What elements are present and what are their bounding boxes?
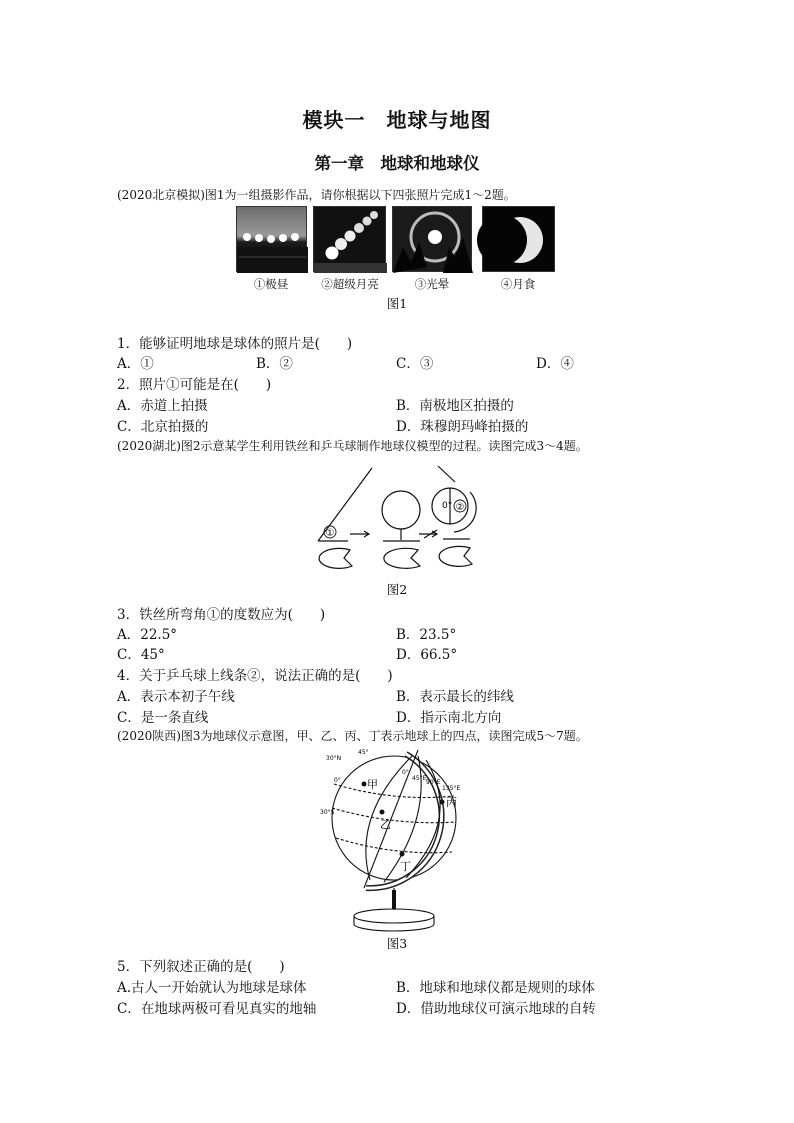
lon-label-45e: 45°E [412, 775, 427, 782]
question-2-stem: 2．照片①可能是在( ) [117, 377, 272, 393]
q5-option-c: C．在地球两极可看见真实的地轴 [117, 1001, 317, 1017]
q3-option-a: A．22.5° [117, 627, 178, 643]
q2-option-a: A．赤道上拍摄 [117, 398, 208, 414]
lat-label-equator: 0° [334, 777, 341, 784]
lat-label-30s: 30°S [320, 809, 335, 816]
module-title: 模块一 地球与地图 [302, 108, 492, 132]
photo-super-moon [313, 206, 386, 272]
q4-option-d: D．指示南北方向 [396, 710, 502, 726]
q1-option-b: B．② [256, 356, 293, 372]
photo-lunar-eclipse [482, 206, 555, 272]
q1-option-d: D．④ [536, 356, 574, 372]
figure2-caption: 图2 [386, 582, 408, 597]
q3-option-b: B．23.5° [396, 627, 457, 643]
point-yi: 乙 [380, 818, 391, 831]
point-ding: 丁 [400, 860, 411, 873]
q1-option-c: C．③ [396, 356, 434, 372]
q1-option-a: A．① [117, 356, 154, 372]
q3-option-c: C．45° [117, 647, 165, 663]
photo-label-3: ③光晕 [414, 277, 450, 291]
photo-polar-day [236, 206, 307, 272]
figure1-caption: 图1 [386, 296, 408, 311]
figure3-globe-diagram [322, 746, 482, 932]
intro-text-3: (2020陕西)图3为地球仪示意图，甲、乙、丙、丁表示地球上的四点，读图完成5～7题。 [117, 729, 588, 743]
question-5-stem: 5．下列叙述正确的是( ) [117, 959, 285, 975]
q5-option-d: D．借助地球仪可演示地球的自转 [396, 1001, 596, 1017]
lat-label-30n: 30°N [326, 755, 342, 762]
question-3-stem: 3．铁丝所弯角①的度数应为( ) [117, 607, 326, 623]
q2-option-b: B．南极地区拍摄的 [396, 398, 514, 414]
lon-label-135e: 135°E [442, 785, 461, 792]
photo-label-4: ④月食 [500, 277, 536, 291]
intro-text-2: (2020湖北)图2示意某学生利用铁丝和乒乓球制作地球仪模型的过程。读图完成3～4题。 [117, 439, 588, 453]
photo-label-1: ①极昼 [253, 277, 289, 291]
photo-halo [392, 206, 472, 272]
figure2-label-1: ① [325, 528, 335, 539]
point-jia: 甲 [367, 778, 378, 791]
q4-option-c: C．是一条直线 [117, 710, 209, 726]
lon-label-90e: 90°E [426, 779, 441, 786]
figure3-caption: 图3 [386, 936, 408, 951]
figure2-globe-model-steps [300, 462, 500, 574]
point-bing: 丙 [446, 796, 457, 809]
chapter-title: 第一章 地球和地球仪 [314, 154, 480, 173]
q2-option-d: D．珠穆朗玛峰拍摄的 [396, 419, 529, 435]
figure2-label-2: ② [455, 502, 465, 513]
q5-option-b: B．地球和地球仪都是规则的球体 [396, 980, 595, 996]
figure2-zero-degree: 0° [442, 501, 453, 511]
question-4-stem: 4．关于乒乓球上线条②，说法正确的是( ) [117, 668, 393, 684]
photo-label-2: ②超级月亮 [321, 277, 379, 291]
q4-option-a: A．表示本初子午线 [117, 689, 235, 705]
lon-label-0: 0° [402, 769, 409, 776]
q2-option-c: C．北京拍摄的 [117, 419, 209, 435]
q5-option-a: A.古人一开始就认为地球是球体 [117, 980, 307, 996]
question-1-stem: 1．能够证明地球是球体的照片是( ) [117, 336, 353, 352]
q4-option-b: B．表示最长的纬线 [396, 689, 514, 705]
lon-label-45: 45° [358, 749, 369, 756]
intro-text-1: (2020北京模拟)图1为一组摄影作品，请你根据以下四张照片完成1～2题。 [117, 188, 516, 202]
q3-option-d: D．66.5° [396, 647, 458, 663]
